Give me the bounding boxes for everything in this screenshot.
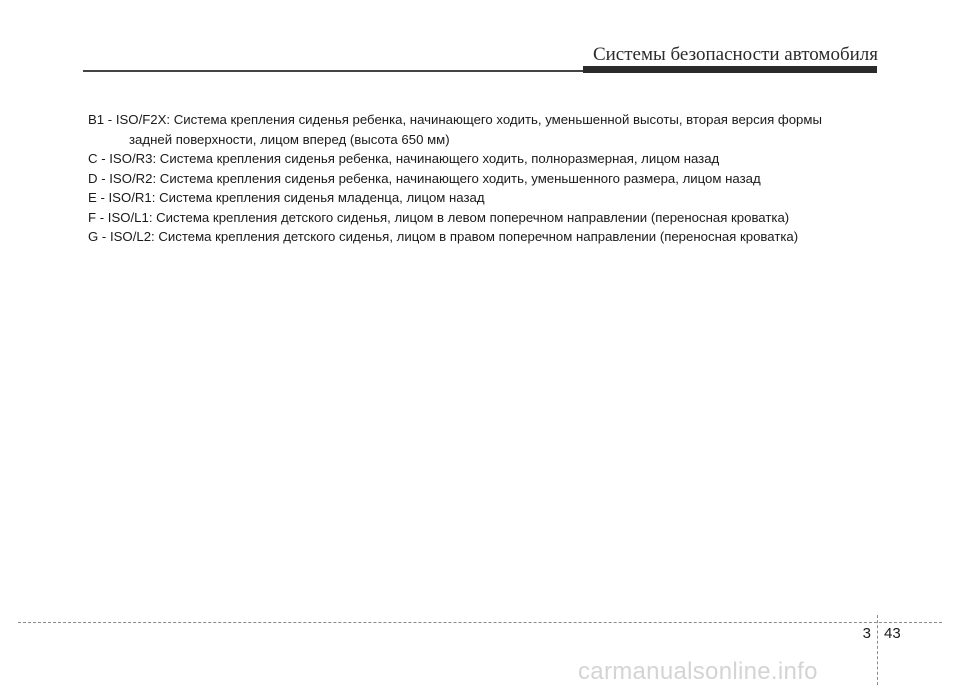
list-item bbox=[88, 169, 878, 189]
entry-b1-line1: B1 - ISO/F2X: Система крепления сиденья ребенка, начинающего ходить, уменьшенной высоты, вторая версия формы bbox=[88, 112, 822, 127]
entry-f: F - ISO/L1: Система крепления детского сиденья, лицом в левом поперечном направлении (переносная кроватка) bbox=[88, 209, 790, 225]
entry-e: E - ISO/R1: Система крепления сиденья младенца, лицом назад bbox=[88, 190, 485, 205]
list-item bbox=[88, 110, 878, 149]
header-rule-thick bbox=[583, 66, 877, 73]
page-number: 43 bbox=[884, 625, 901, 642]
list-item bbox=[88, 149, 878, 169]
entry-c: C - ISO/R3: Система крепления сиденья ребенка, начинающего ходить, полноразмерная, лицом назад bbox=[88, 151, 720, 166]
watermark: carmanualsonline.info bbox=[578, 658, 818, 685]
list-item bbox=[88, 208, 878, 228]
isofix-size-class-list bbox=[88, 110, 878, 247]
entry-g: G - ISO/L2: Система крепления детского сиденья, лицом в правом поперечном направлении (переносная кроватка) bbox=[88, 229, 799, 244]
entry-b1-line2: задней поверхности, лицом вперед (высота 650 мм) bbox=[129, 131, 450, 147]
section-title: Системы безопасности автомобиля bbox=[592, 44, 878, 65]
header-rule-thin bbox=[83, 70, 583, 72]
footer-dashed-rule bbox=[18, 622, 942, 623]
list-item bbox=[88, 188, 878, 208]
footer-dashed-divider bbox=[877, 615, 878, 685]
entry-d: D - ISO/R2: Система крепления сиденья ребенка, начинающего ходить, уменьшенного размера, лицом назад bbox=[88, 170, 761, 186]
chapter-number: 3 bbox=[862, 625, 871, 642]
list-item bbox=[88, 227, 878, 247]
